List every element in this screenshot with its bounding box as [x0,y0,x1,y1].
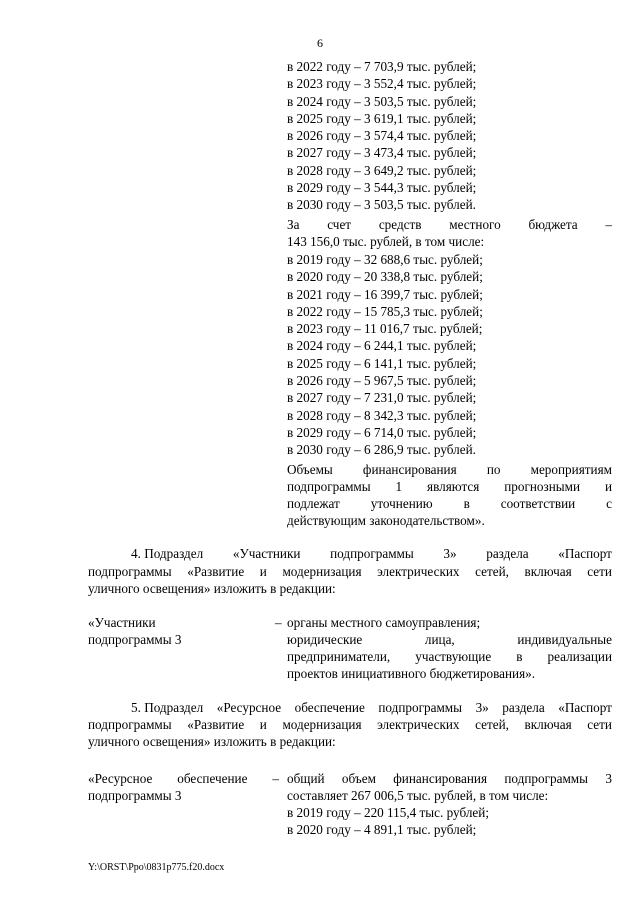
list-item: в 2029 году – 3 544,3 тыс. рублей; [287,180,477,196]
list-item: в 2022 году – 15 785,3 тыс. рублей; [287,303,483,319]
footer-file-path: Y:\ORST\Ppo\0831p775.f20.docx [88,862,225,873]
list-item: в 2026 году – 5 967,5 тыс. рублей; [287,373,477,389]
volumes-note-line-3: подлежат уточнению в соответствии с [287,496,612,511]
list-item: в 2025 году – 3 619,1 тыс. рублей; [287,110,477,126]
resources-value-1: общий объем финансирования подпрограммы 3 [287,771,612,786]
list-item: в 2030 году – 3 503,5 тыс. рублей. [287,197,476,213]
participants-label-1: «Участники [88,615,156,630]
resources-value-4: в 2020 году – 4 891,1 тыс. рублей; [287,822,477,837]
section-4-line-3: уличного освещения» изложить в редакции: [88,581,336,596]
volumes-note-line-1: Объемы финансирования по мероприятиям [287,462,612,477]
funding-list-local [287,251,612,459]
list-item: в 2028 году – 8 342,3 тыс. рублей; [287,407,477,423]
local-budget-line-2: 143 156,0 тыс. рублей, в том числе: [287,234,485,249]
section-5-line-2: подпрограммы «Развитие и модернизация электрических сетей, включая сети [88,717,612,732]
list-item: в 2029 году – 6 714,0 тыс. рублей; [287,424,477,440]
participants-dash: – [275,615,282,630]
list-item: в 2020 году – 20 338,8 тыс. рублей; [287,269,483,285]
section-5-line-3: уличного освещения» изложить в редакции: [88,734,336,749]
list-item: в 2028 году – 3 649,2 тыс. рублей; [287,162,477,178]
participants-value-2: юридические лица, индивидуальные [287,632,612,647]
resources-label-2: подпрограммы 3 [88,788,182,803]
volumes-note-line-4: действующим законодательством». [287,513,485,528]
list-item: в 2026 году – 3 574,4 тыс. рублей; [287,128,477,144]
participants-value-3: предприниматели, участвующие в реализации [287,649,612,664]
funding-list-regional [287,58,612,214]
list-item: в 2027 году – 7 231,0 тыс. рублей; [287,390,477,406]
section-5-line-1: 5. Подраздел «Ресурсное обеспечение подпрограммы 3» раздела «Паспорт [131,700,612,715]
participants-value-1: органы местного самоуправления; [287,615,481,630]
participants-label-2: подпрограммы 3 [88,632,182,647]
resources-value-2: составляет 267 006,5 тыс. рублей, в том числе: [287,788,549,803]
list-item: в 2024 году – 6 244,1 тыс. рублей; [287,338,477,354]
list-item: в 2021 году – 16 399,7 тыс. рублей; [287,286,483,302]
list-item: в 2025 году – 6 141,1 тыс. рублей; [287,355,477,371]
list-item: в 2022 году – 7 703,9 тыс. рублей; [287,59,477,74]
participants-value-4: проектов инициативного бюджетирования». [287,666,536,681]
resources-value-3: в 2019 году – 220 115,4 тыс. рублей; [287,805,489,820]
volumes-note-line-2: подпрограммы 1 являются прогнозными и [287,479,612,494]
resources-label-1: «Ресурсное обеспечение – [88,771,279,786]
list-item: в 2030 году – 6 286,9 тыс. рублей. [287,442,476,458]
list-item: в 2019 году – 32 688,6 тыс. рублей; [287,252,483,267]
section-4-line-1: 4. Подраздел «Участники подпрограммы 3» раздела «Паспорт [131,546,612,561]
list-item: в 2027 году – 3 473,4 тыс. рублей; [287,145,477,161]
list-item: в 2024 году – 3 503,5 тыс. рублей; [287,93,477,109]
local-budget-line-1: За счет средств местного бюджета – [287,217,612,232]
page-number: 6 [317,36,323,50]
section-4-line-2: подпрограммы «Развитие и модернизация электрических сетей, включая сети [88,564,612,579]
list-item: в 2023 году – 11 016,7 тыс. рублей; [287,321,483,337]
list-item: в 2023 году – 3 552,4 тыс. рублей; [287,76,477,92]
